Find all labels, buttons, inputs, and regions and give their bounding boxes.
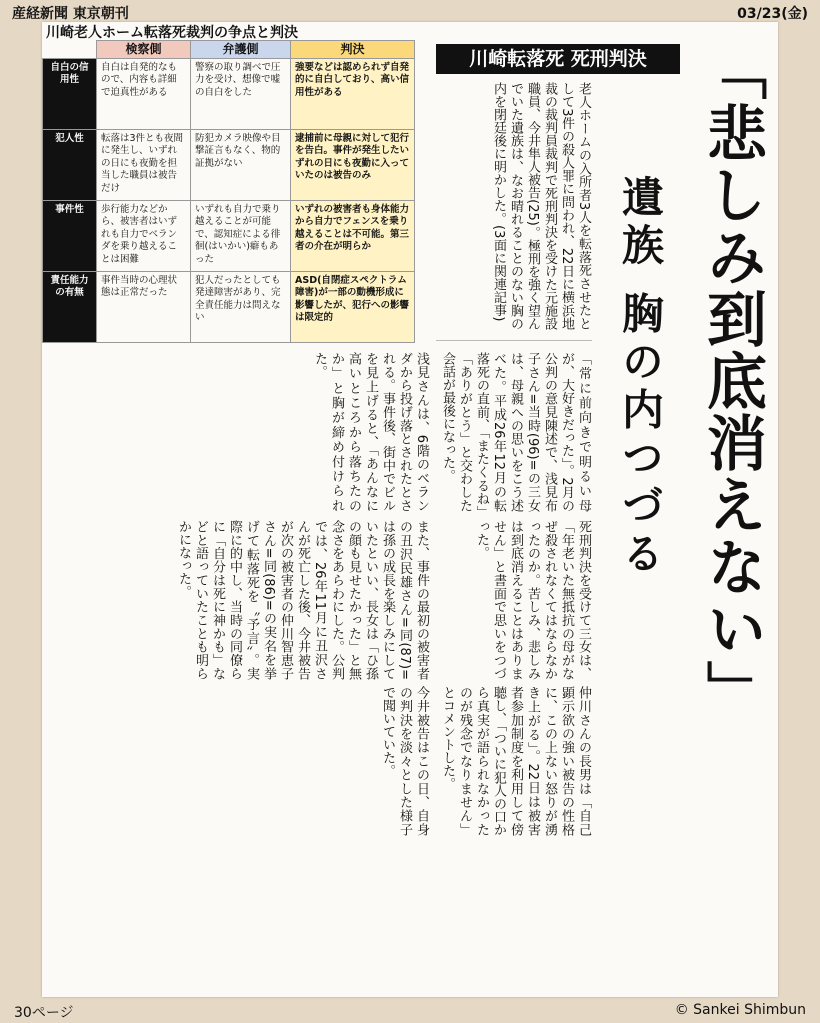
row-label: 事件性 — [43, 200, 97, 271]
table-row — [43, 200, 415, 271]
comparison-table — [42, 40, 415, 343]
cell-text: いずれも自力で乗り越えることが可能で、認知症による徘徊(はいかい)癖もあった — [195, 203, 281, 265]
prosecution-cell — [97, 58, 191, 129]
cell-text: 強要などは認められず自発的に自白しており、高い信用性がある — [295, 61, 410, 98]
prosecution-cell — [97, 129, 191, 200]
article-paragraph: 仲川さんの長男は「自己顕示欲の強い被告の性格に、この上ない怒りが湧き上がる」。22日は被害者参加制度を利用して傍聴し、「ついに犯人の口から真実が語られなかったのが残念でなりません」とコメントした。 — [440, 686, 591, 836]
article-subheadline: 遺族 胸の内つづる — [616, 175, 665, 580]
cell-text: 自白は自発的なもので、内容も詳細で迫真性がある — [101, 61, 178, 98]
article-paragraph: 今井被告はこの日、自身の判決を淡々とした様子で聞いていた。 — [380, 686, 429, 836]
cell-text: ASD(自閉症スペクトラム障害)が一部の動機形成に影響したが、犯行への影響は限定的 — [295, 274, 410, 323]
cell-text: 防犯カメラ映像や目撃証言もなく、物的証拠がない — [195, 132, 281, 169]
publication-name: 産経新聞 東京朝刊 — [12, 6, 129, 22]
page-number: 30ページ — [14, 1005, 74, 1021]
verdict-cell — [291, 200, 415, 271]
article-paragraph: 浅見さんは、6階のベランダから投げ落とされたとされる。事件後、街中でビルを見上げると、「あんなに高いところから落ちたのか」と胸が締め付けられた。 — [312, 352, 429, 512]
article-paragraph: また、事件の最初の被害者の丑沢民雄さん=同(87)=は孫の成長を楽しみにしていたといい、長女は「ひ孫の顔も見せたかった」と無念さをあらわにした。公判では、26年11月に丑沢さんが死亡した後、今井被告が次の被害者の仲川智恵子さん=同(86)=の実名を挙げて転落死を〝予言〟。実際に的中し、当時の同僚らに「自分は死に神かも」などと語っていたことも明らかになった。 — [176, 520, 429, 680]
defense-cell — [191, 271, 291, 342]
defense-cell — [191, 58, 291, 129]
column-header-verdict: 判決 — [291, 41, 415, 59]
cell-text: 犯人だったとしても発達障害があり、完全責任能力は問えない — [195, 274, 281, 323]
verdict-cell — [291, 129, 415, 200]
copyright-notice: © Sankei Shimbun — [674, 1002, 806, 1018]
cell-text: 逮捕前に母親に対して犯行を告白。事件が発生したいずれの日にも夜勤に入っていたのは被告のみ — [295, 132, 410, 181]
table-title: 川崎老人ホーム転落死裁判の争点と判決 — [46, 25, 298, 41]
column-header-prosecution: 検察側 — [97, 41, 191, 59]
table-row — [43, 129, 415, 200]
column-header-defense: 弁護側 — [191, 41, 291, 59]
article-lead: 老人ホームの入所者3人を転落死させたとして3件の殺人罪に問われ、22日に横浜地裁の裁判員裁判で死刑判決を受けた元施設職員、今井隼人被告(25)。極刑を強く望んでいた遺族は、なお晴れることのない胸の内を閉廷後に明かした。(3面に関連記事) — [491, 82, 591, 330]
verdict-cell — [291, 271, 415, 342]
article-kicker: 川崎転落死 死刑判決 — [436, 44, 680, 74]
cell-text: 警察の取り調べで圧力を受け、想像で嘘の自白をした — [195, 61, 281, 98]
row-label: 責任能力の有無 — [43, 271, 97, 342]
cell-text: いずれの被害者も身体能力から自力でフェンスを乗り越えることは不可能。第三者の介在が明らか — [295, 203, 410, 252]
defense-cell — [191, 200, 291, 271]
viewer-header — [0, 0, 820, 24]
article-paragraph: 「常に前向きで明るい母が、大好きだった」。2月の公判の意見陳述で、浅見布子さん=当時(96)=の三女は、母親への思いをこう述べた。平成26年12月の転落死の直前、「またくるね」「ありがとう」と交わした会話が最後になった。 — [440, 352, 591, 512]
table-row — [43, 58, 415, 129]
cell-text: 事件当時の心理状態は正常だった — [101, 274, 178, 298]
article-paragraph: 死刑判決を受けて三女は、「年老いた無抵抗の母がなぜ殺されなくてはならなかったのか。苦しみ、悲しみは到底消えることはありません」と書面で思いをつづった。 — [474, 520, 591, 680]
cell-text: 転落は3件とも夜間に発生し、いずれの日にも夜勤を担当した職員は被告だけ — [101, 132, 184, 194]
defense-cell — [191, 129, 291, 200]
cell-text: 歩行能力などから、被害者はいずれも自力でベランダを乗り越えることは困難 — [101, 203, 178, 265]
issue-date: 03/23(金) — [737, 6, 808, 22]
article-headline: 「悲しみ到底消えない」 — [697, 40, 767, 722]
table-row — [43, 271, 415, 342]
prosecution-cell — [97, 271, 191, 342]
prosecution-cell — [97, 200, 191, 271]
row-label: 犯人性 — [43, 129, 97, 200]
table-corner — [43, 41, 97, 59]
row-label: 自白の信用性 — [43, 58, 97, 129]
section-divider — [436, 340, 592, 341]
verdict-cell — [291, 58, 415, 129]
